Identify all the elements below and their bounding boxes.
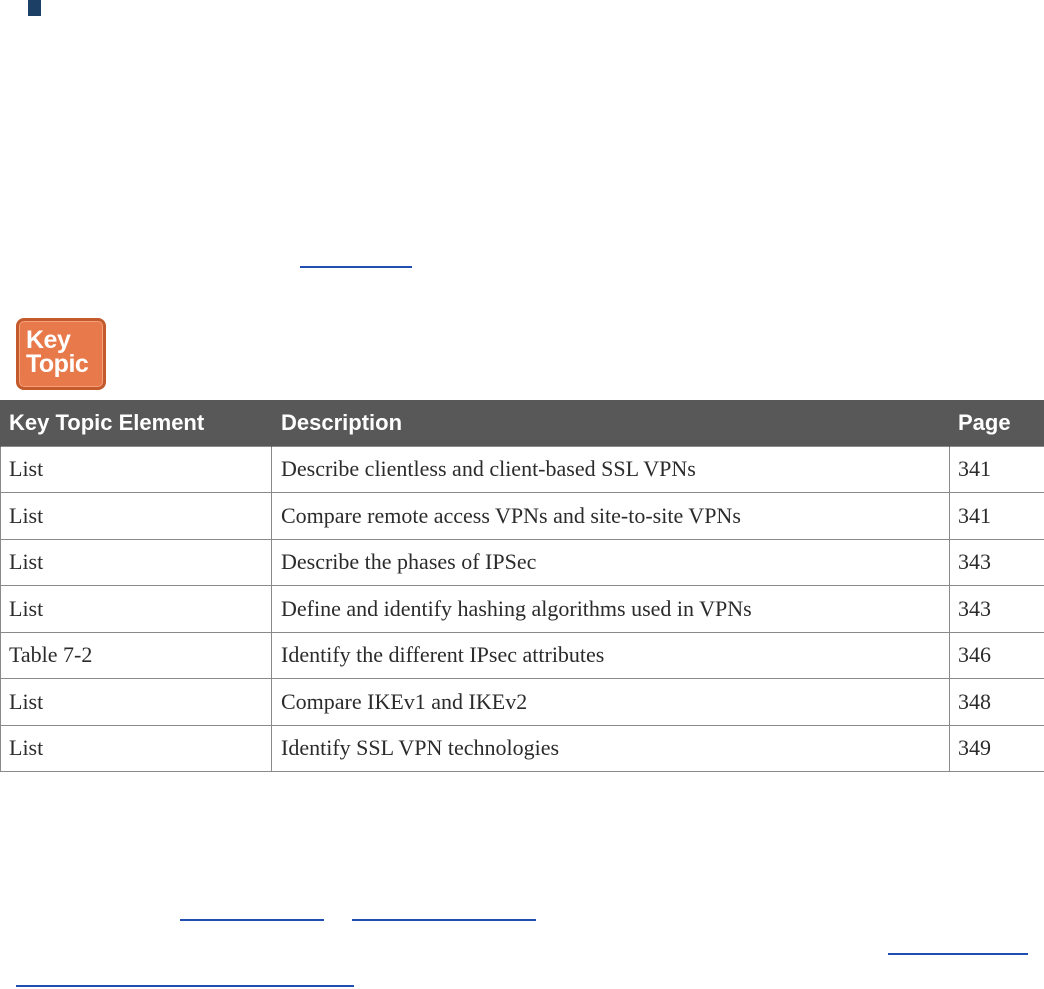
cell-page: 343	[950, 539, 1044, 586]
header-page: Page	[950, 400, 1044, 446]
key-topic-icon	[16, 318, 106, 390]
table-row	[1, 725, 1044, 772]
cell-description: Define and identify hashing algorithms used in VPNs	[272, 586, 950, 633]
hyperlink-underline[interactable]	[16, 985, 354, 987]
cell-description: Identify the different IPsec attributes	[272, 632, 950, 679]
cell-description: Describe clientless and client-based SSL VPNs	[272, 446, 950, 493]
table-row	[1, 539, 1044, 586]
cell-element: List	[1, 539, 272, 586]
hyperlink-underline[interactable]	[180, 919, 324, 921]
cell-description: Identify SSL VPN technologies	[272, 725, 950, 772]
key-topics-table	[0, 400, 1044, 772]
table-row	[1, 493, 1044, 540]
cell-element: List	[1, 586, 272, 633]
cell-element: List	[1, 493, 272, 540]
badge-line-1: Key	[26, 326, 71, 354]
badge-line-2: Topic	[26, 350, 89, 378]
hyperlink-underline[interactable]	[300, 266, 412, 268]
cell-element: List	[1, 679, 272, 726]
table-row	[1, 679, 1044, 726]
header-description: Description	[272, 400, 950, 446]
cell-element: List	[1, 725, 272, 772]
table-row	[1, 586, 1044, 633]
header-key-topic-element: Key Topic Element	[1, 400, 272, 446]
table-header-row	[1, 400, 1044, 446]
cell-description: Compare IKEv1 and IKEv2	[272, 679, 950, 726]
cell-element: Table 7-2	[1, 632, 272, 679]
cell-description: Compare remote access VPNs and site-to-site VPNs	[272, 493, 950, 540]
hyperlink-underline[interactable]	[888, 953, 1028, 955]
cell-page: 348	[950, 679, 1044, 726]
table-row	[1, 632, 1044, 679]
cell-page: 349	[950, 725, 1044, 772]
section-marker	[28, 0, 41, 16]
hyperlink-underline[interactable]	[352, 919, 536, 921]
cell-page: 343	[950, 586, 1044, 633]
cell-element: List	[1, 446, 272, 493]
cell-page: 341	[950, 493, 1044, 540]
cell-page: 341	[950, 446, 1044, 493]
cell-description: Describe the phases of IPSec	[272, 539, 950, 586]
cell-page: 346	[950, 632, 1044, 679]
table-row	[1, 446, 1044, 493]
